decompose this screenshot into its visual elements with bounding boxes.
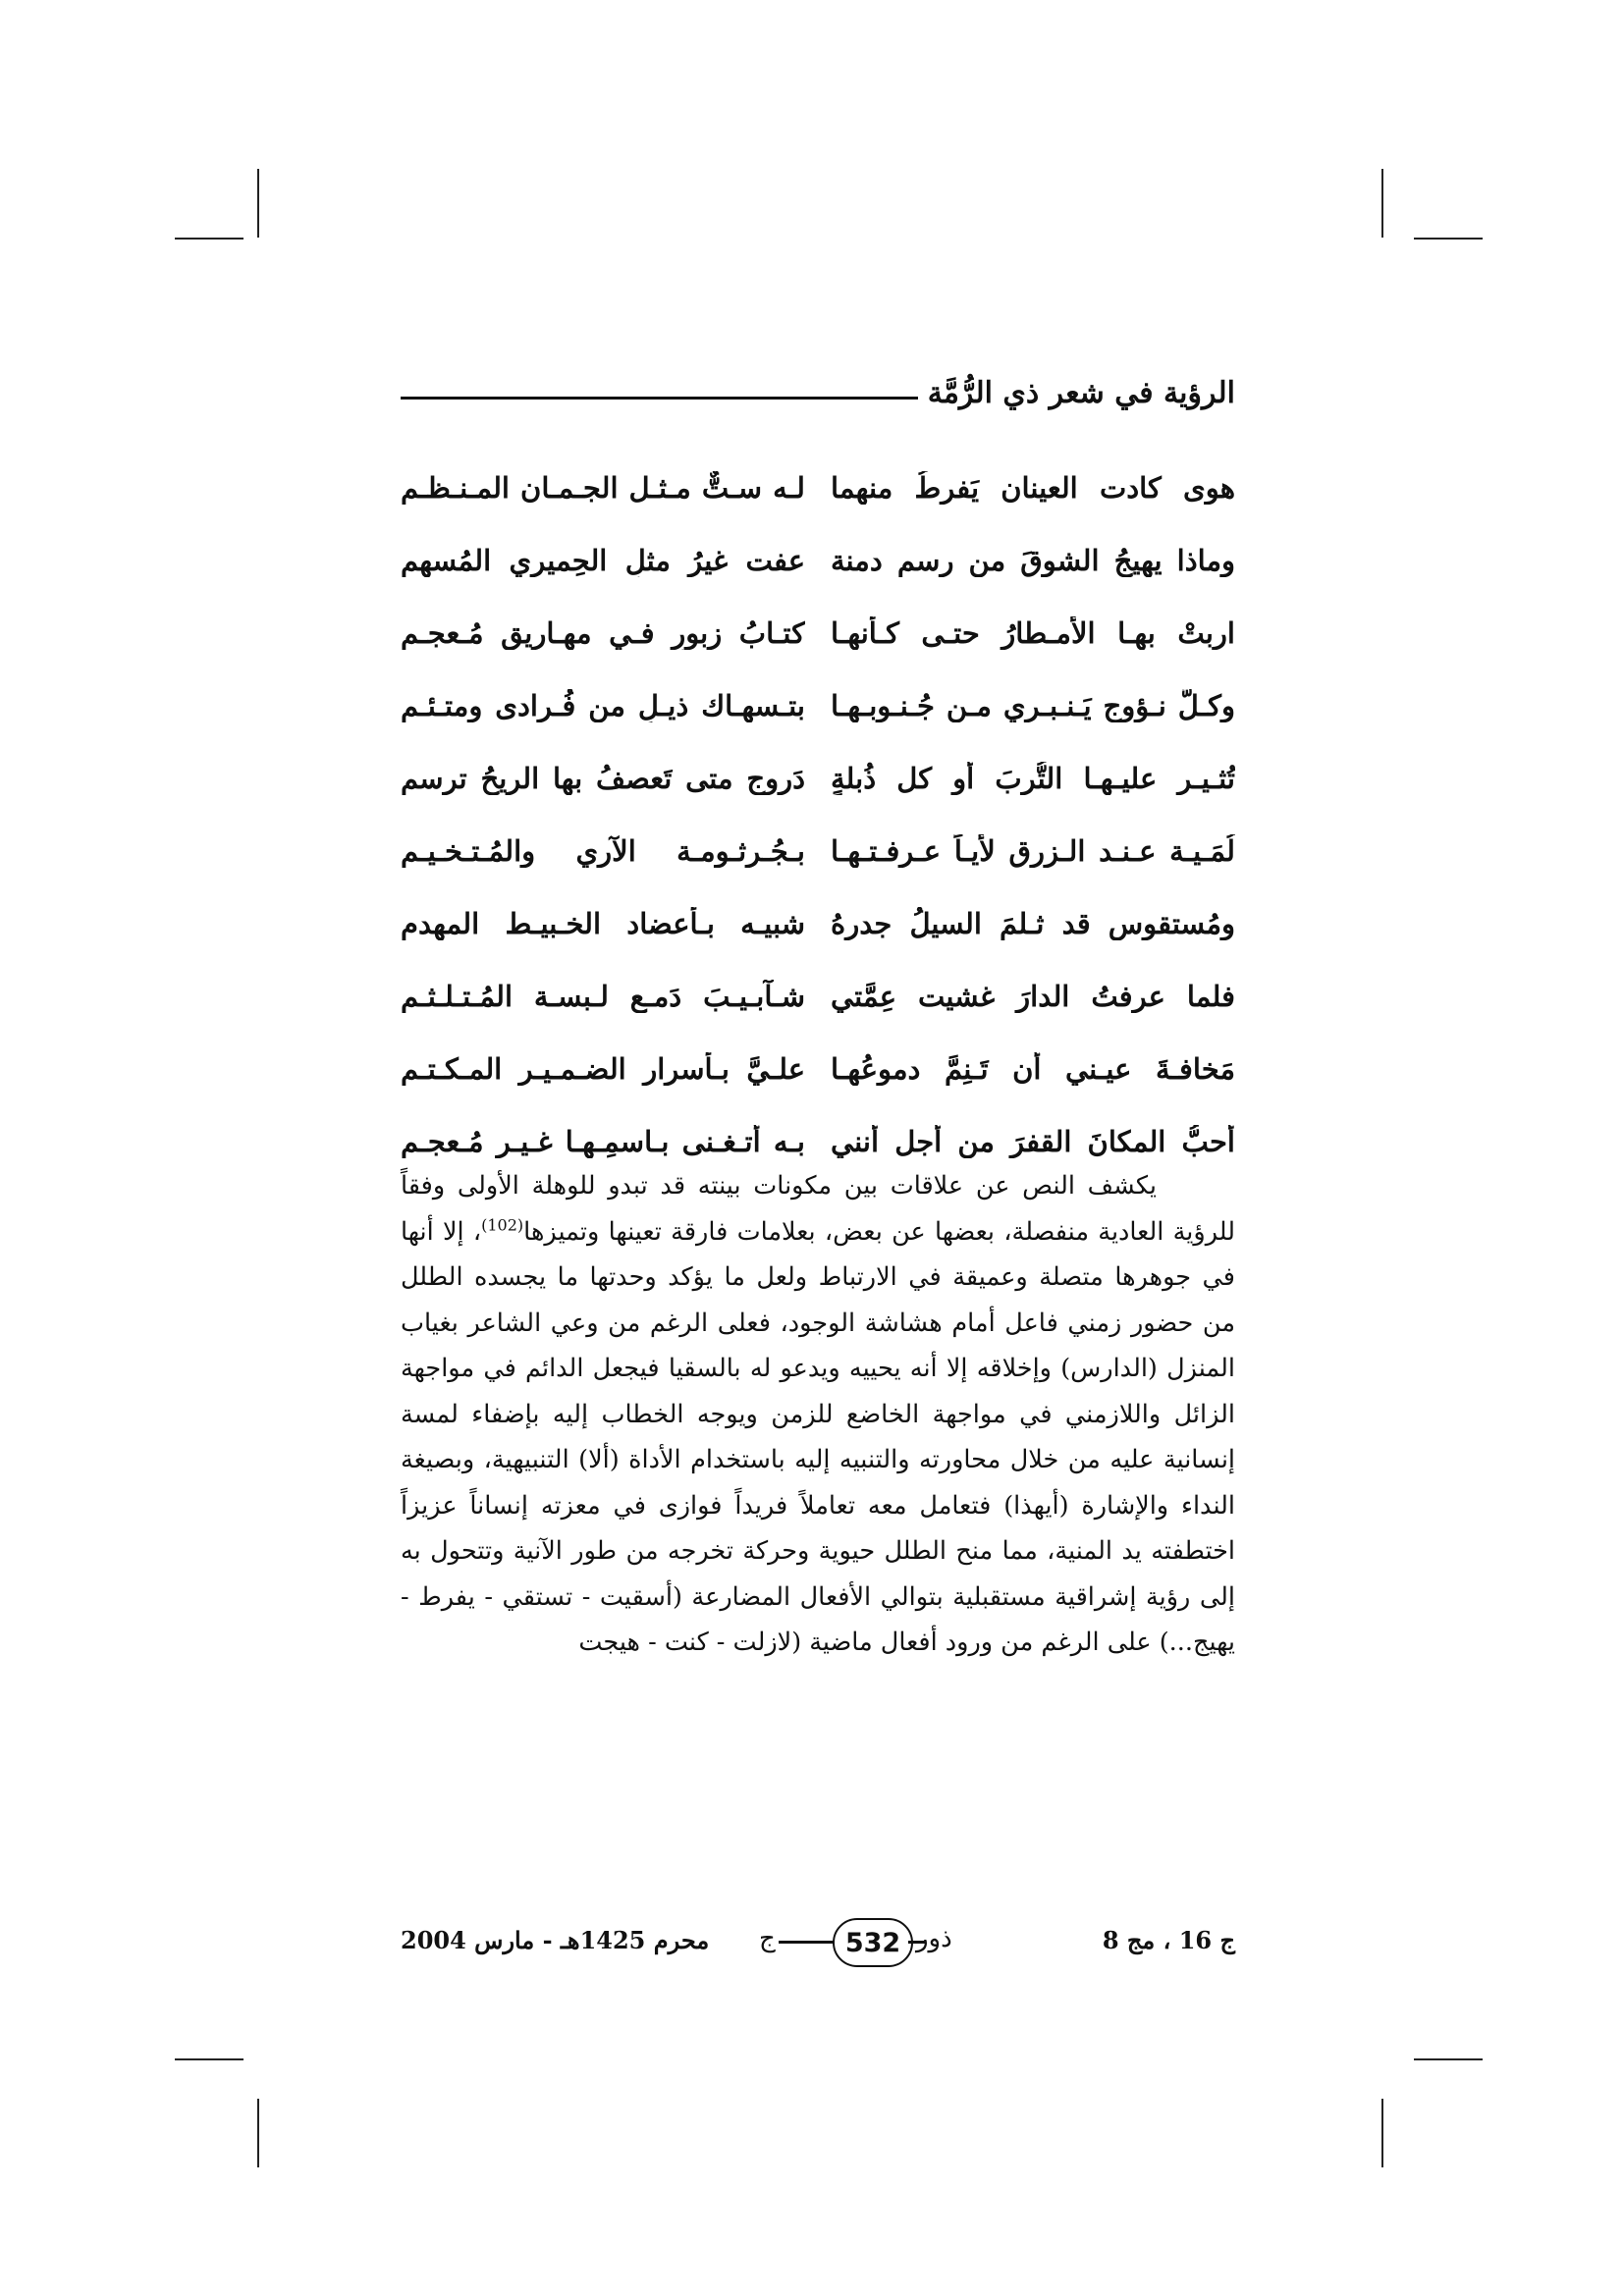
verse-second-hemistich: كتـابُ زبورٍ فـي مهـاريق مُـعجـمِ (401, 616, 805, 650)
page-number: 532 (833, 1918, 913, 1967)
verse (401, 597, 1235, 669)
crop-mark-bottom-left-h (175, 2058, 243, 2060)
paragraph (401, 1163, 1235, 1666)
poem (401, 452, 1235, 1178)
verse (401, 887, 1235, 960)
running-header (401, 365, 1235, 420)
brand-lead-letter: ج (759, 1924, 776, 1953)
crop-mark-bottom-right-h (1414, 2058, 1483, 2060)
verse-second-hemistich: دَروجٍ متى تَعصفُ بها الريحُ ترسمِ (401, 762, 805, 795)
verse-first-hemistich: ومُستقوس قد ثـلمَ السيلُ جدرهُ (831, 907, 1235, 940)
verse (401, 960, 1235, 1033)
verse (401, 1033, 1235, 1105)
verse-second-hemistich: عفت غيرُ مثلِ الحِميري المُسهمِ (401, 544, 805, 577)
verse-first-hemistich: أحبُّ المكانَ القفرَ من أجل أنني (831, 1125, 1235, 1158)
verse-second-hemistich: بـجُـرثـومـة الآري والمُـتـخـيـمِ (401, 834, 805, 868)
crop-mark-top-right-h (1414, 238, 1483, 240)
verse-second-hemistich: علـيَّ بـأسرارِ الضـمـيـرِ المـكـتـمِ (401, 1052, 805, 1086)
footnote-reference[interactable]: (102) (481, 1215, 524, 1234)
running-title: الرؤية في شعر ذي الرُّمَّة (927, 375, 1235, 410)
crop-mark-top-left-h (175, 238, 243, 240)
body-text (401, 1163, 1235, 1666)
verse (401, 452, 1235, 524)
page-footer (401, 1912, 1235, 1971)
crop-mark-bottom-left-v (257, 2099, 259, 2167)
crop-mark-top-right-v (1381, 169, 1383, 238)
brand-line-left (779, 1941, 834, 1944)
journal-brand (759, 1912, 985, 1971)
crop-mark-bottom-right-v (1381, 2099, 1383, 2167)
verse (401, 742, 1235, 815)
verse-second-hemistich: شبيـه بـأعضاد الخـبيـط المهدمِ (401, 907, 805, 940)
issue-info: ج 16 ، مج 8 (1102, 1926, 1235, 1954)
verse-first-hemistich: تُثـيـر عليـهـا التُّربَ أو كل ذُبلةٍ (831, 762, 1235, 795)
verse (401, 815, 1235, 887)
paragraph-text-start: يكشف النص عن علاقات بين مكونات بينته قد تبدو للوهلة الأولى وفقاً للرؤية العادية منفصلة، بعضها عن بعض، بعلامات فارقة تعينها وتميزها (401, 1171, 1235, 1247)
verse (401, 669, 1235, 742)
verse (401, 524, 1235, 597)
verse-second-hemistich: بـه أتـغـنى بـاسمِـهـا غـيـر مُـعجـمِ (401, 1125, 805, 1158)
header-rule (401, 397, 918, 400)
crop-mark-top-left-v (257, 169, 259, 238)
verse-second-hemistich: لـه سـتٌّ مـثـل الجـمـان المـنـظـمِ (401, 471, 805, 505)
verse-first-hemistich: اربتْ بهـا الأمـطارُ حتـى كـأنهـا (831, 616, 1235, 650)
verse-first-hemistich: وكـلُّ نـؤوجٍ يَـنـبـري مـن جُـنـوبـهـا (831, 689, 1235, 722)
verse-first-hemistich: وماذا يهيجُ الشوقَ من رسمِ دمنة (831, 544, 1235, 577)
brand-tail-letters: ذور (916, 1924, 952, 1953)
verse-second-hemistich: شـآبـيـبَ دَمـعٍ لـبسـة المُـتـلـثـمِ (401, 980, 805, 1013)
verse-second-hemistich: بتـسهـاك ذيـلٍ من فُـرادى ومتـئـمِ (401, 689, 805, 722)
verse-first-hemistich: هوى كادت العينان يَفرطُ منهما (831, 471, 1235, 505)
verse-first-hemistich: لُمَـيـة عـنـد الـزرق لأيـاً عـرفـتـهـا (831, 834, 1235, 868)
verse-first-hemistich: فلما عرفتُ الدارَ غشيت عِمَّتي (831, 980, 1235, 1013)
publication-date: محرم 1425هـ - مارس 2004 (401, 1926, 710, 1954)
paragraph-text-end: ، إلا أنها في جوهرها متصلة وعميقة في الارتباط ولعل ما يؤكد وحدتها ما يجسده الطلل من حضور زمني فاعل أمام هشاشة الوجود، فعلى الرغم من وعي الشاعر بغياب المنزل (الدارس) وإخلاقه إلا أنه يحييه ويدعو له بالسقيا فيجعل الدائم في مواجهة الزائل واللازمني في مواجهة الخاضع للزمن ويوجه الخطاب إليه بإضفاء لمسة إنسانية عليه من خلال محاورته والتنبيه إليه باستخدام الأداة (ألا) التنبيهية، وبصيغة النداء والإشارة (أيهذا) فتعامل معه تعاملاً فريداً فوازى في معزته إنساناً عزيزاً اختطفته يد المنية، مما منح الطلل حيوية وحركة تخرجه من طور الآنية وتتحول به إلى رؤية إشراقية مستقبلية بتوالي الأفعال المضارعة (أسقيت - تستقي - يفرط - يهيج...) على الرغم من ورود أفعال ماضية (لازلت - كنت - هيجت (401, 1216, 1235, 1657)
verse-first-hemistich: مَخافـةَ عيـني أن تَـنِمَّ دموعُهـا (831, 1052, 1235, 1086)
